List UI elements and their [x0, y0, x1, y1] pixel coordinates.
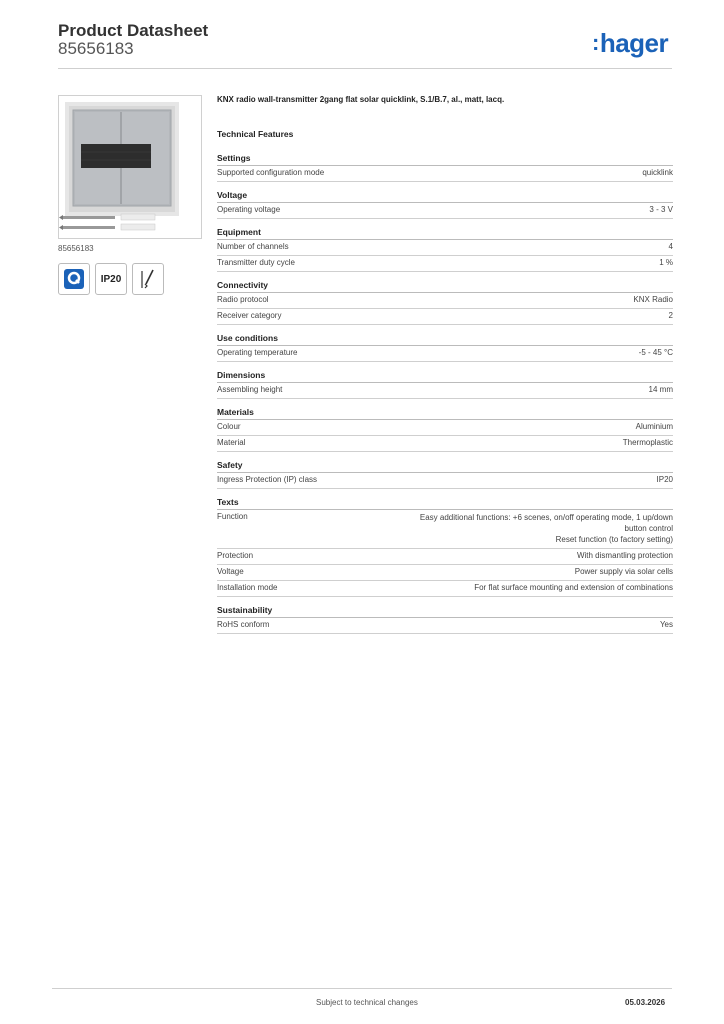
- technical-features-title: Technical Features: [217, 129, 294, 139]
- spec-label: Material: [217, 438, 246, 447]
- spec-row: [217, 203, 673, 219]
- section-title: Dimensions: [217, 370, 673, 383]
- spec-value-line: Easy additional functions: +6 scenes, on/off operating mode, 1 up/down: [419, 513, 673, 522]
- spec-value: 2: [668, 311, 673, 320]
- quickconnect-q-icon: [62, 267, 86, 291]
- spec-value: quicklink: [642, 168, 673, 177]
- spec-row: [217, 549, 673, 565]
- spec-label: RoHS conform: [217, 620, 270, 629]
- header-divider: [58, 68, 672, 69]
- spec-label: Radio protocol: [217, 295, 269, 304]
- spec-row: [217, 618, 673, 634]
- spec-row: [217, 256, 673, 272]
- section-title: Sustainability: [217, 605, 673, 618]
- section-dimensions: [217, 370, 673, 399]
- footer-divider: [52, 988, 672, 989]
- spec-label: Operating voltage: [217, 205, 281, 214]
- quickconnect-badge: [58, 263, 90, 295]
- spec-label: Voltage: [217, 567, 244, 576]
- section-sustainability: [217, 605, 673, 634]
- spec-value: Yes: [659, 620, 673, 629]
- spec-value: KNX Radio: [633, 295, 673, 304]
- spec-value: IP20: [656, 475, 673, 484]
- spec-label: Number of channels: [217, 242, 289, 251]
- hager-logo: [592, 28, 668, 59]
- section-title: Connectivity: [217, 280, 673, 293]
- wall-transmitter-image: [59, 96, 201, 238]
- footer-note: Subject to technical changes: [316, 998, 418, 1007]
- spec-row: [217, 166, 673, 182]
- spec-label: Operating temperature: [217, 348, 298, 357]
- spec-row: [217, 436, 673, 452]
- spec-label: Installation mode: [217, 583, 278, 592]
- spec-label: Assembling height: [217, 385, 283, 394]
- logo-text: hager: [599, 28, 669, 58]
- spec-value: Power supply via solar cells: [574, 567, 673, 576]
- spec-row: [217, 240, 673, 256]
- ip20-badge: [95, 263, 127, 295]
- spec-label: Protection: [217, 551, 254, 560]
- spec-row: [217, 510, 673, 549]
- section-title: Equipment: [217, 227, 673, 240]
- spec-label: Colour: [217, 422, 241, 431]
- spec-value: 1 %: [659, 258, 673, 267]
- spec-row: [217, 473, 673, 489]
- page-title: Product Datasheet: [58, 21, 209, 40]
- spec-value: -5 - 45 °C: [638, 348, 673, 357]
- section-title: Texts: [217, 497, 673, 510]
- spec-row: [217, 565, 673, 581]
- spec-value: 14 mm: [648, 385, 673, 394]
- spec-value: With dismantling protection: [576, 551, 673, 560]
- spec-value: Aluminium: [635, 422, 673, 431]
- product-description: KNX radio wall-transmitter 2gang flat solar quicklink, S.1/B.7, al., matt, lacq.: [217, 95, 505, 104]
- spec-row: [217, 293, 673, 309]
- mounting-tool-icon: [136, 267, 160, 291]
- image-code: 85656183: [58, 244, 94, 253]
- product-image: [58, 95, 202, 239]
- section-title: Settings: [217, 153, 673, 166]
- spec-label: Transmitter duty cycle: [217, 258, 295, 267]
- section-materials: [217, 407, 673, 452]
- spec-value: 4: [668, 242, 673, 251]
- section-title: Use conditions: [217, 333, 673, 346]
- spec-label: Function: [217, 512, 248, 521]
- spec-value: 3 - 3 V: [649, 205, 673, 214]
- section-settings: [217, 153, 673, 182]
- spec-label: Receiver category: [217, 311, 282, 320]
- section-title: Voltage: [217, 190, 673, 203]
- section-safety: [217, 460, 673, 489]
- spec-value: Thermoplastic: [622, 438, 673, 447]
- logo-colon: :: [592, 30, 599, 55]
- section-voltage: [217, 190, 673, 219]
- spec-row: [217, 420, 673, 436]
- mounting-badge: [132, 263, 164, 295]
- spec-value: For flat surface mounting and extension of combinations: [474, 583, 673, 592]
- section-use-conditions: [217, 333, 673, 362]
- section-title: Safety: [217, 460, 673, 473]
- spec-value: [420, 512, 673, 545]
- spec-value-line: button control: [624, 524, 673, 533]
- spec-row: [217, 346, 673, 362]
- datasheet-content: [217, 95, 673, 642]
- ip20-label: IP20: [100, 273, 122, 285]
- spec-row: [217, 309, 673, 325]
- section-equipment: [217, 227, 673, 272]
- spec-row: [217, 383, 673, 399]
- section-texts: [217, 497, 673, 597]
- footer-date: 05.03.2026: [625, 998, 666, 1007]
- spec-value-line: Reset function (to factory setting): [555, 535, 673, 544]
- spec-label: Supported configuration mode: [217, 168, 325, 177]
- spec-row: [217, 581, 673, 597]
- spec-label: Ingress Protection (IP) class: [217, 475, 318, 484]
- product-number: 85656183: [58, 39, 134, 58]
- section-connectivity: [217, 280, 673, 325]
- section-title: Materials: [217, 407, 673, 420]
